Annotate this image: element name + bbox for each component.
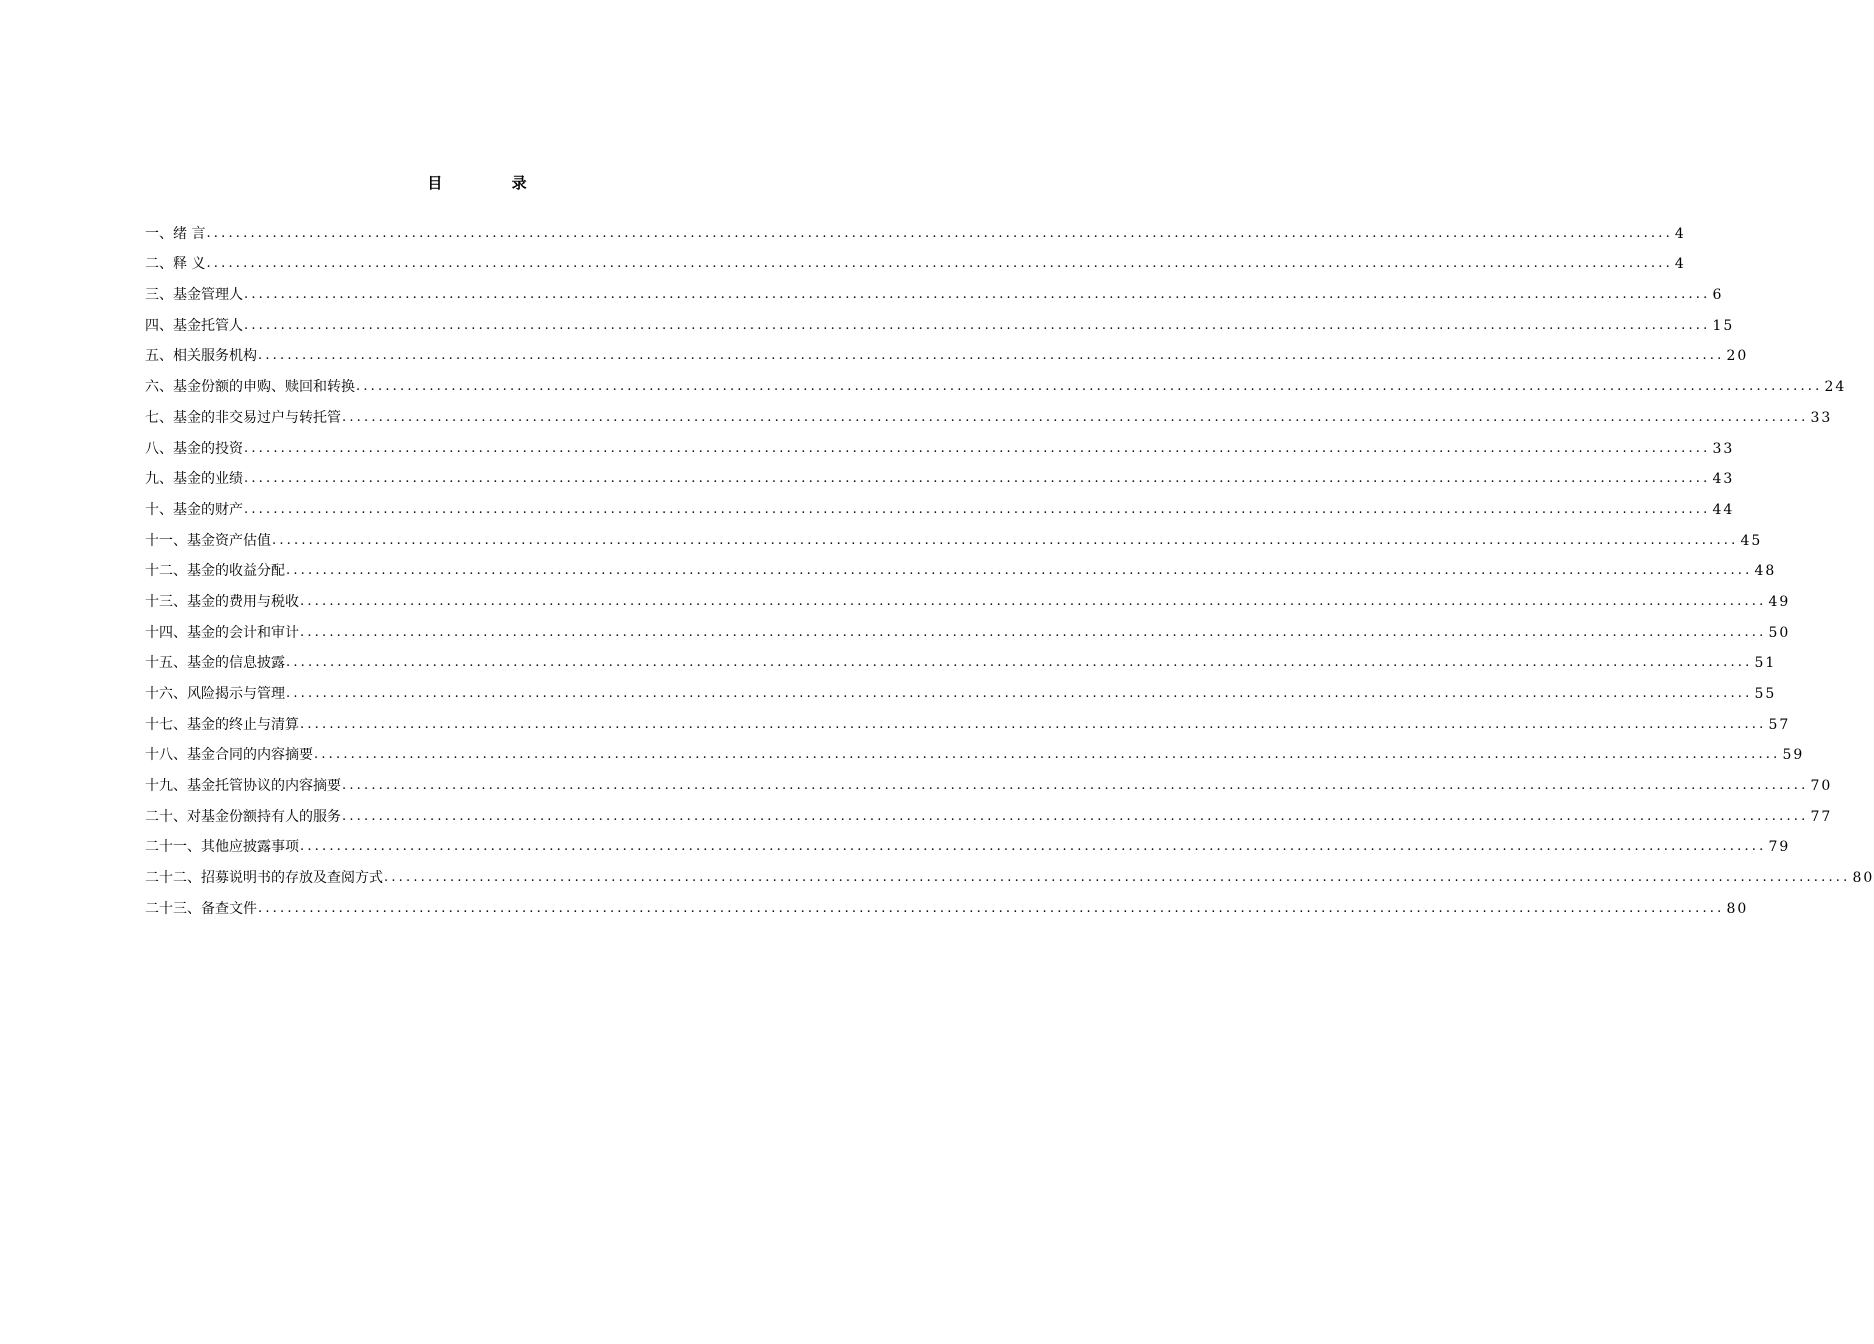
toc-entry-label: 九、基金的业绩 <box>145 471 243 488</box>
toc-entry-label: 二十三、备查文件 <box>145 900 257 917</box>
toc-dot-leader: ........................................................................................................................................................................................................ <box>286 686 1753 701</box>
toc-entry-label: 十七、基金的终止与清算 <box>145 716 299 733</box>
toc-entry-page-number: 24 <box>1824 379 1847 396</box>
toc-entry-label: 十四、基金的会计和审计 <box>145 624 299 641</box>
toc-dot-leader: ........................................................................................................................................................................................................ <box>300 593 1767 609</box>
toc-entry-page-number: 33 <box>1712 440 1735 457</box>
toc-entry-label: 五、相关服务机构 <box>145 348 257 365</box>
toc-dot-leader: ........................................................................................................................................................................................................ <box>286 655 1753 671</box>
toc-entry-label: 十、基金的财产 <box>145 501 243 518</box>
toc-entry[interactable] <box>145 218 1686 249</box>
toc-entry-page-number: 48 <box>1754 563 1777 580</box>
toc-dot-leader: ........................................................................................................................................................................................................ <box>244 440 1711 456</box>
toc-entry-page-number: 45 <box>1740 532 1763 549</box>
toc-entry-page-number: 4 <box>1674 225 1686 242</box>
toc-entry-label: 十三、基金的费用与税收 <box>145 593 299 610</box>
toc-entry[interactable] <box>145 371 1847 402</box>
toc-entry-label: 十五、基金的信息披露 <box>145 655 285 672</box>
toc-entry[interactable] <box>145 279 1724 310</box>
toc-entry-label: 二十二、招募说明书的存放及查阅方式 <box>145 870 383 887</box>
toc-dot-leader: ........................................................................................................................................................................................................ <box>286 563 1753 579</box>
toc-entry[interactable] <box>145 249 1686 280</box>
toc-dot-leader: ........................................................................................................................................................................................................ <box>244 471 1711 487</box>
toc-entry[interactable] <box>145 402 1833 433</box>
toc-dot-leader: ........................................................................................................................................................................................................ <box>356 379 1823 395</box>
toc-dot-leader: ........................................................................................................................................................................................................ <box>206 256 1673 272</box>
toc-dot-leader: ........................................................................................................................................................................................................ <box>272 532 1739 548</box>
toc-dot-leader: ........................................................................................................................................................................................................ <box>314 747 1781 763</box>
toc-entry[interactable] <box>145 525 1763 556</box>
toc-entry-page-number: 80 <box>1726 900 1749 917</box>
toc-entry-page-number: 33 <box>1810 409 1833 426</box>
toc-entry-page-number: 55 <box>1754 686 1777 702</box>
toc-entry-page-number: 80 <box>1852 870 1874 887</box>
toc-entry-label: 十八、基金合同的内容摘要 <box>145 747 313 764</box>
toc-entry-page-number: 49 <box>1768 593 1791 610</box>
toc-entry[interactable] <box>145 893 1749 924</box>
toc-entry-label: 六、基金份额的申购、赎回和转换 <box>145 379 355 396</box>
toc-entry-page-number: 43 <box>1712 471 1735 488</box>
toc-entry[interactable] <box>145 617 1791 648</box>
toc-dot-leader: ........................................................................................................................................................................................................ <box>342 808 1809 824</box>
toc-entry[interactable] <box>145 770 1833 801</box>
toc-entry-label: 十九、基金托管协议的内容摘要 <box>145 778 341 795</box>
toc-dot-leader: ........................................................................................................................................................................................................ <box>342 778 1809 794</box>
toc-entry[interactable] <box>145 433 1735 464</box>
toc-entry[interactable] <box>145 678 1777 709</box>
toc-entry-label: 四、基金托管人 <box>145 317 243 334</box>
toc-dot-leader: ........................................................................................................................................................................................................ <box>244 317 1711 333</box>
toc-dot-leader: ........................................................................................................................................................................................................ <box>244 501 1711 517</box>
toc-entry[interactable] <box>145 310 1735 341</box>
toc-entry-label: 二、释 义 <box>145 256 206 273</box>
toc-entry-page-number: 77 <box>1810 808 1833 825</box>
toc-entry[interactable] <box>145 740 1805 771</box>
toc-entry-page-number: 4 <box>1674 256 1686 273</box>
toc-entry-page-number: 70 <box>1810 778 1833 795</box>
toc-dot-leader: ........................................................................................................................................................................................................ <box>300 624 1767 640</box>
toc-entry-page-number: 15 <box>1712 317 1735 334</box>
toc-entry-label: 七、基金的非交易过户与转托管 <box>145 409 341 426</box>
toc-entry[interactable] <box>145 709 1791 740</box>
toc-dot-leader: ........................................................................................................................................................................................................ <box>258 900 1725 916</box>
toc-dot-leader: ........................................................................................................................................................................................................ <box>206 225 1673 241</box>
toc-dot-leader: ........................................................................................................................................................................................................ <box>244 287 1711 303</box>
toc-entry[interactable] <box>145 464 1735 495</box>
toc-entry[interactable] <box>145 862 1874 893</box>
toc-dot-leader: ........................................................................................................................................................................................................ <box>258 348 1725 364</box>
toc-entry-page-number: 59 <box>1782 747 1805 764</box>
toc-entry-label: 十二、基金的收益分配 <box>145 563 285 580</box>
toc-entry[interactable] <box>145 494 1735 525</box>
toc-entry-page-number: 44 <box>1712 501 1735 518</box>
toc-dot-leader: ........................................................................................................................................................................................................ <box>342 409 1809 425</box>
toc-entry[interactable] <box>145 341 1749 372</box>
toc-entry-page-number: 57 <box>1768 716 1791 733</box>
toc-entry-page-number: 50 <box>1768 624 1791 641</box>
toc-dot-leader: ........................................................................................................................................................................................................ <box>300 839 1767 855</box>
toc-entry[interactable] <box>145 801 1833 832</box>
toc-entry[interactable] <box>145 648 1777 679</box>
toc-entry-label: 二十、对基金份额持有人的服务 <box>145 808 341 825</box>
toc-entry-page-number: 79 <box>1768 839 1791 856</box>
toc-entry-page-number: 20 <box>1726 348 1749 365</box>
toc-entry-label: 三、基金管理人 <box>145 287 243 304</box>
toc-dot-leader: ........................................................................................................................................................................................................ <box>300 716 1767 732</box>
toc-dot-leader: ........................................................................................................................................................................................................ <box>384 870 1851 886</box>
toc-entry-page-number: 51 <box>1754 655 1777 672</box>
toc-entry[interactable] <box>145 556 1777 587</box>
table-of-contents <box>145 218 1874 924</box>
toc-entry-label: 十六、风险揭示与管理 <box>145 686 285 702</box>
toc-entry-label: 十一、基金资产估值 <box>145 532 271 549</box>
toc-entry-page-number: 6 <box>1712 287 1724 304</box>
toc-entry[interactable] <box>145 832 1791 863</box>
toc-entry-label: 二十一、其他应披露事项 <box>145 839 299 856</box>
toc-entry-label: 一、绪 言 <box>145 225 206 242</box>
toc-entry-label: 八、基金的投资 <box>145 440 243 457</box>
toc-entry[interactable] <box>145 586 1791 617</box>
toc-title: 目 录 <box>427 174 559 192</box>
